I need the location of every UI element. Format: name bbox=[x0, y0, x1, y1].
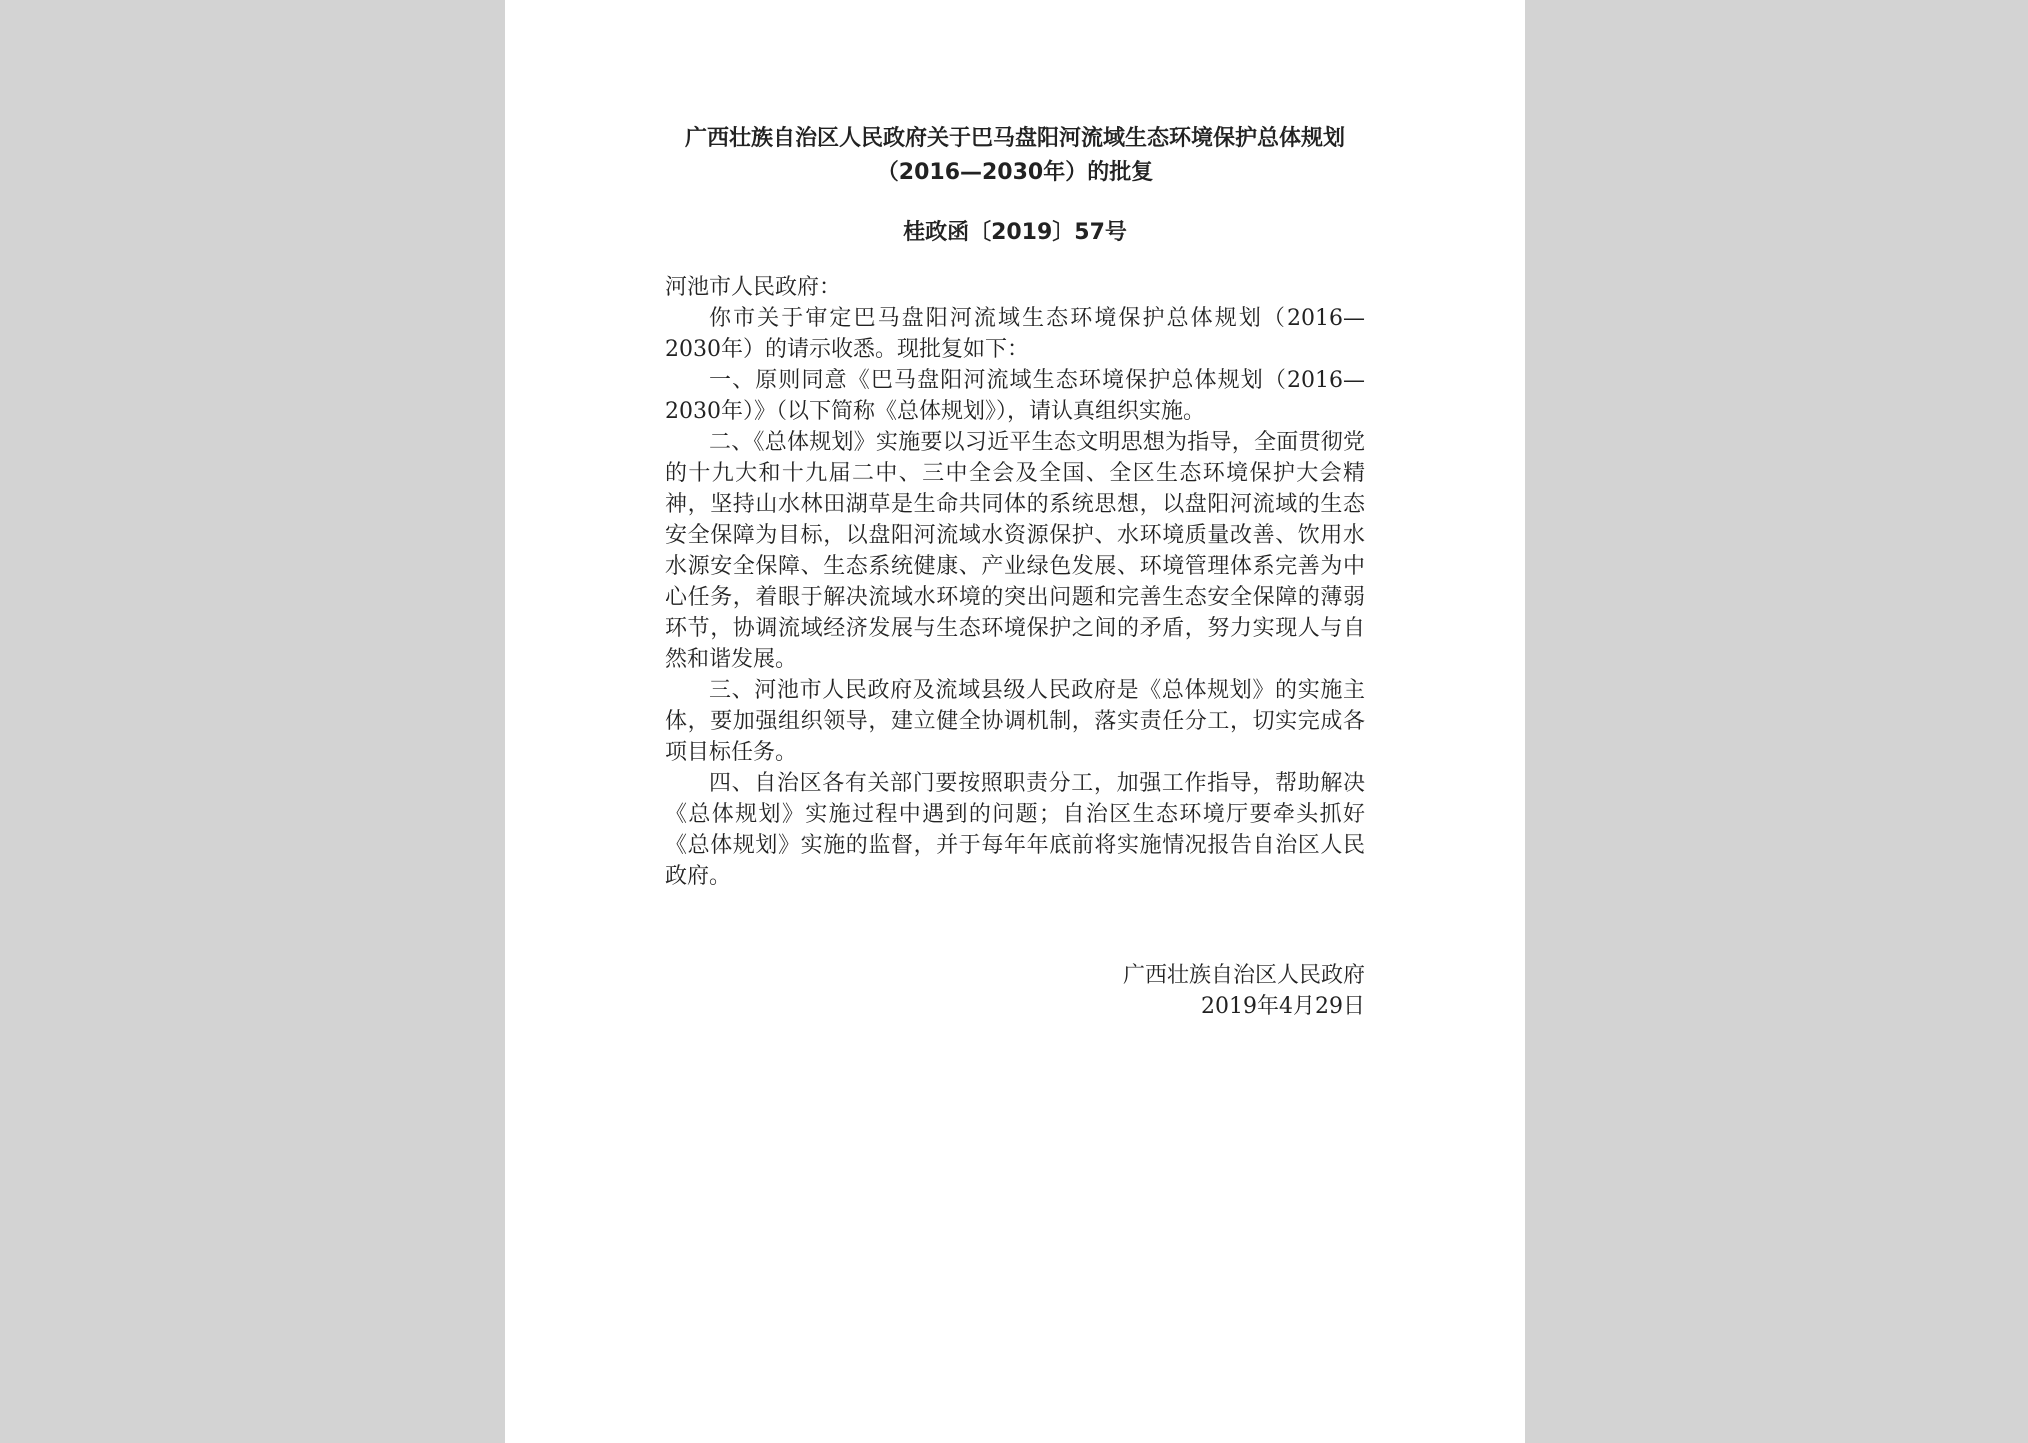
paragraph-item-1: 一、原则同意《巴马盘阳河流域生态环境保护总体规划（2016—2030年）》（以下简称《总体规划》），请认真组织实施。 bbox=[665, 368, 1365, 424]
paragraph-item-2: 二、《总体规划》实施要以习近平生态文明思想为指导，全面贯彻党的十九大和十九届二中、三中全会及全国、全区生态环境保护大会精神，坚持山水林田湖草是生命共同体的系统思想，以盘阳河流域的生态安全保障为目标，以盘阳河流域水资源保护、水环境质量改善、饮用水水源安全保障、生态系统健康、产业绿色发展、环境管理体系完善为中心任务，着眼于解决流域水环境的突出问题和完善生态安全保障的薄弱环节，协调流域经济发展与生态环境保护之间的矛盾，努力实现人与自然和谐发展。 bbox=[665, 430, 1365, 672]
document-title: 广西壮族自治区人民政府关于巴马盘阳河流域生态环境保护总体规划（2016—2030年）的批复 bbox=[684, 126, 1345, 185]
paragraph-item-4: 四、自治区各有关部门要按照职责分工，加强工作指导，帮助解决《总体规划》实施过程中遇到的问题；自治区生态环境厅要牵头抓好《总体规划》实施的监督，并于每年年底前将实施情况报告自治区人民政府。 bbox=[665, 771, 1365, 889]
document-body bbox=[665, 108, 1365, 1022]
signature-issuer: 广西壮族自治区人民政府 bbox=[1122, 963, 1365, 988]
addressee: 河池市人民政府： bbox=[665, 275, 842, 300]
paragraph-intro: 你市关于审定巴马盘阳河流域生态环境保护总体规划（2016—2030年）的请示收悉。现批复如下： bbox=[665, 306, 1365, 362]
document-number: 桂政函〔2019〕57号 bbox=[903, 220, 1127, 245]
document-page bbox=[505, 0, 1525, 1443]
signature-block bbox=[665, 960, 1365, 1022]
paragraph-item-3: 三、河池市人民政府及流域县级人民政府是《总体规划》的实施主体，要加强组织领导，建立健全协调机制，落实责任分工，切实完成各项目标任务。 bbox=[665, 678, 1365, 765]
signature-date: 2019年4月29日 bbox=[1201, 994, 1365, 1019]
